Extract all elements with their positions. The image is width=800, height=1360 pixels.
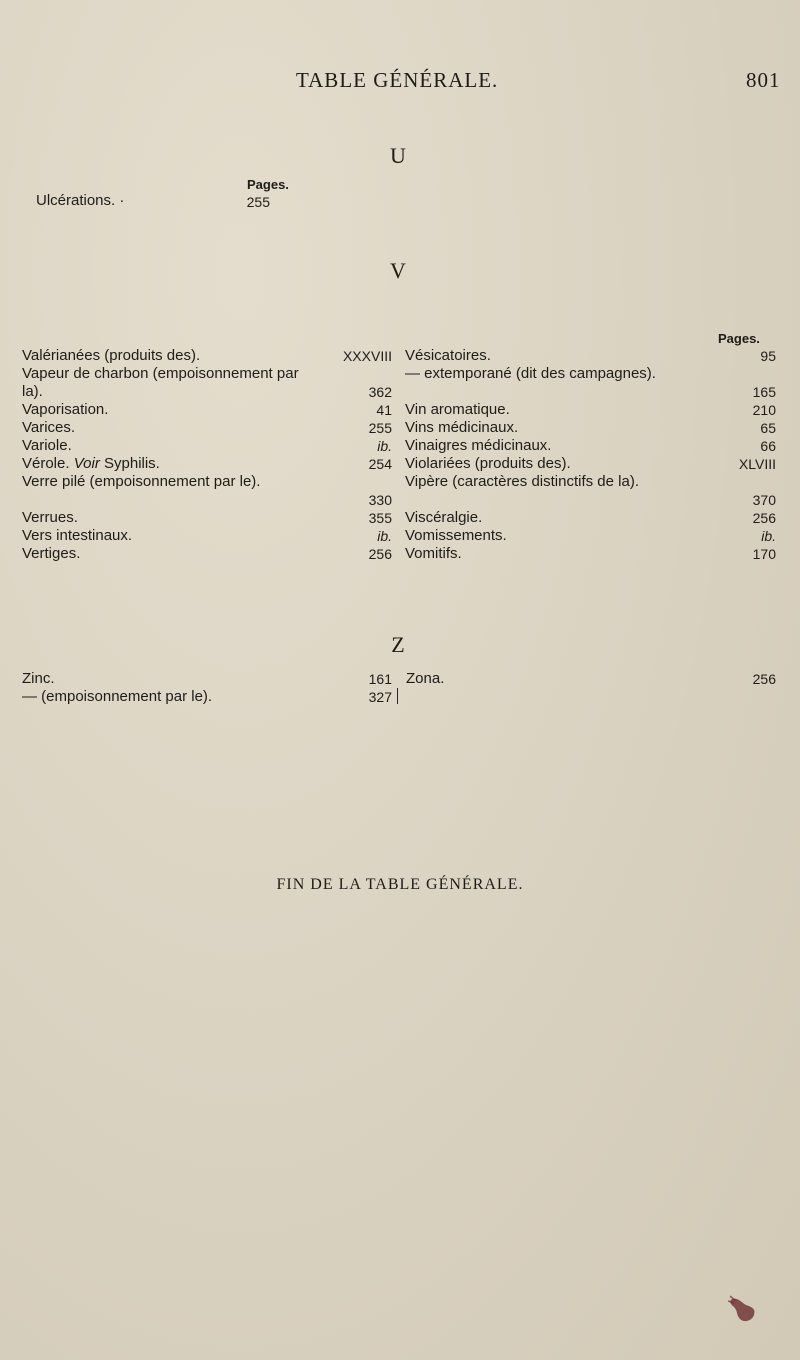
index-entry: Verrues. bbox=[22, 509, 78, 526]
entry-page: 255 bbox=[368, 420, 392, 436]
entry-page: 165 bbox=[752, 384, 776, 400]
index-entry bbox=[22, 455, 160, 473]
entry-mark: · bbox=[119, 192, 125, 209]
entry-cross-ref-word: Voir bbox=[73, 455, 100, 472]
entry-page: 95 bbox=[760, 348, 776, 364]
index-entry: Vomissements. bbox=[405, 527, 507, 544]
entry-page: 355 bbox=[368, 510, 392, 526]
entry-page: 256 bbox=[752, 671, 776, 687]
column-rule bbox=[397, 688, 398, 704]
entry-page: 210 bbox=[752, 402, 776, 418]
index-entry: Vipère (caractères distinctifs de la). bbox=[405, 473, 639, 490]
entry-page: 362 bbox=[368, 384, 392, 400]
index-entry bbox=[36, 192, 124, 210]
index-entry: Violariées (produits des). bbox=[405, 455, 571, 472]
entry-page: 66 bbox=[760, 438, 776, 454]
entry-page: 161 bbox=[368, 671, 392, 687]
index-entry bbox=[22, 365, 372, 401]
running-head-title: TABLE GÉNÉRALE. bbox=[296, 68, 499, 92]
index-entry: Varices. bbox=[22, 419, 76, 436]
entry-page: 254 bbox=[368, 456, 392, 472]
index-entry: Vinaigres médicinaux. bbox=[405, 437, 552, 454]
pages-column-head: Pages. bbox=[718, 331, 760, 346]
entry-page: ib. bbox=[761, 528, 776, 544]
running-head bbox=[0, 68, 800, 98]
index-entry: — extemporané (dit des campagnes). bbox=[405, 365, 656, 382]
end-note: FIN DE LA TABLE GÉNÉRALE. bbox=[276, 876, 524, 893]
entry-page: 256 bbox=[368, 546, 392, 562]
entry-term: Vapeur de charbon (empoisonnement par la). bbox=[22, 365, 299, 400]
section-letter-z: Z bbox=[391, 632, 405, 657]
entry-page: 41 bbox=[376, 402, 392, 418]
section-letter-u: U bbox=[390, 143, 406, 168]
entry-cross-ref-target: Syphilis. bbox=[104, 455, 160, 472]
index-entry: Vésicatoires. bbox=[405, 347, 491, 364]
entry-page: ib. bbox=[377, 528, 392, 544]
ink-stain-icon bbox=[728, 1295, 760, 1325]
entry-page: XLVIII bbox=[738, 456, 776, 472]
index-entry: Vertiges. bbox=[22, 545, 81, 562]
entry-term: Vérole. bbox=[22, 455, 70, 472]
page-number: 801 bbox=[746, 68, 781, 92]
entry-page: 327 bbox=[368, 689, 392, 705]
index-entry: Zona. bbox=[406, 670, 445, 687]
index-entry: Verre pilé (empoisonnement par le). bbox=[22, 473, 261, 490]
entry-term: Ulcérations. bbox=[36, 192, 116, 209]
index-entry: Variole. bbox=[22, 437, 72, 454]
entry-page: 330 bbox=[368, 492, 392, 508]
index-entry: Vaporisation. bbox=[22, 401, 109, 418]
entry-page: 370 bbox=[752, 492, 776, 508]
entry-page: XXXVIII bbox=[342, 348, 392, 364]
index-entry: Viscéralgie. bbox=[405, 509, 483, 526]
index-entry: Vers intestinaux. bbox=[22, 527, 133, 544]
index-entry: Zinc. bbox=[22, 670, 55, 687]
entry-page: 65 bbox=[760, 420, 776, 436]
index-entry: Valérianées (produits des). bbox=[22, 347, 201, 364]
index-entry: Vomitifs. bbox=[405, 545, 462, 562]
entry-page: 255 bbox=[246, 194, 270, 210]
index-entry: — (empoisonnement par le). bbox=[22, 688, 213, 705]
entry-page: ib. bbox=[377, 438, 392, 454]
index-entry: Vins médicinaux. bbox=[405, 419, 519, 436]
index-entry: Vin aromatique. bbox=[405, 401, 510, 418]
pages-column-head: Pages. bbox=[247, 177, 289, 192]
entry-page: 256 bbox=[752, 510, 776, 526]
section-letter-v: V bbox=[390, 258, 406, 283]
entry-page: 170 bbox=[752, 546, 776, 562]
